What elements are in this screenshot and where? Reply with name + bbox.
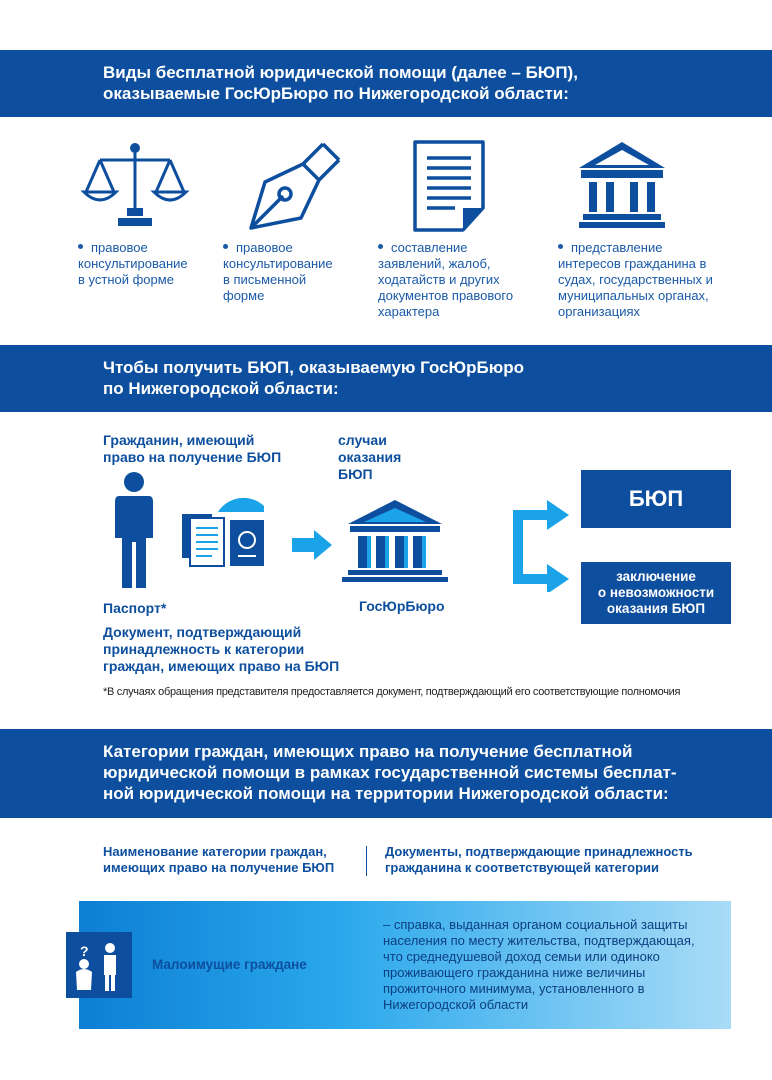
courthouse-icon xyxy=(577,138,667,230)
section3-title-line2: юридической помощи в рамках государственной системы бесплат- xyxy=(103,763,677,782)
category-icon-box xyxy=(66,932,132,998)
pen-nib-icon xyxy=(245,138,345,234)
result-refusal-box: заключение о невозможности оказания БЮП xyxy=(581,562,731,624)
bullet-icon xyxy=(78,244,83,249)
bureau-label: ГосЮрБюро xyxy=(359,598,445,614)
section3-banner xyxy=(0,729,772,818)
citizen-label: Гражданин, имеющий право на получение БЮП xyxy=(103,432,282,465)
section1-title-line1: Виды бесплатной юридической помощи (далее – БЮП), xyxy=(103,63,578,82)
passport-label: Паспорт* xyxy=(103,600,167,616)
split-arrows-icon xyxy=(509,496,573,592)
bullet-icon xyxy=(223,244,228,249)
column-divider xyxy=(366,846,367,876)
bullet-icon xyxy=(558,244,563,249)
section2-banner xyxy=(0,345,772,412)
scales-icon xyxy=(80,140,190,230)
service-item-written: правовое консультирование в письменной форме xyxy=(223,240,333,303)
section3-title-line1: Категории граждан, имеющих право на получение бесплатной xyxy=(103,742,633,761)
result-bjp-box: БЮП xyxy=(581,470,731,528)
column-header-documents: Документы, подтверждающие принадлежность гражданина к соответствующей категории xyxy=(385,844,693,875)
section3-title-line3: ной юридической помощи на территории Нижегородской области: xyxy=(103,784,669,803)
documents-passport-icon xyxy=(178,488,273,570)
section2-title-line2: по Нижегородской области: xyxy=(103,379,339,398)
section2-title-line1: Чтобы получить БЮП, оказываемую ГосЮрБюро xyxy=(103,358,524,377)
section1-title-line2: оказываемые ГосЮрБюро по Нижегородской области: xyxy=(103,84,569,103)
svg-text:?: ? xyxy=(80,943,89,959)
low-income-icon xyxy=(66,932,132,998)
footnote: *В случаях обращения представителя предоставляется документ, подтверждающий его соответствующие полномочия xyxy=(103,686,681,698)
person-icon xyxy=(113,472,155,590)
bullet-icon xyxy=(378,244,383,249)
service-item-oral: правовое консультирование в устной форме xyxy=(78,240,188,287)
service-item-representation: представление интересов гражданина в судах, государственных и муниципальных органах, организациях xyxy=(558,240,713,319)
category-name: Малоимущие граждане xyxy=(152,957,307,972)
document-icon xyxy=(411,138,491,234)
bureau-building-icon xyxy=(340,498,450,584)
cases-label: случаи оказания БЮП xyxy=(338,432,402,482)
document-requirement: Документ, подтверждающий принадлежность к категории граждан, имеющих право на БЮП xyxy=(103,624,340,674)
arrow-right-icon xyxy=(292,530,332,560)
category-documents: – справка, выданная органом социальной защиты населения по месту жительства, подтверждающая, что среднедушевой доход семьи или одиноко проживающего гражданина ниже величины прожиточного минимума, установленного в Нижегородской области xyxy=(383,917,695,1012)
service-item-documents: составление заявлений, жалоб, ходатайств и других документов правового характера xyxy=(378,240,514,319)
column-header-category: Наименование категории граждан, имеющих право на получение БЮП xyxy=(103,844,335,875)
section1-banner xyxy=(0,50,772,117)
